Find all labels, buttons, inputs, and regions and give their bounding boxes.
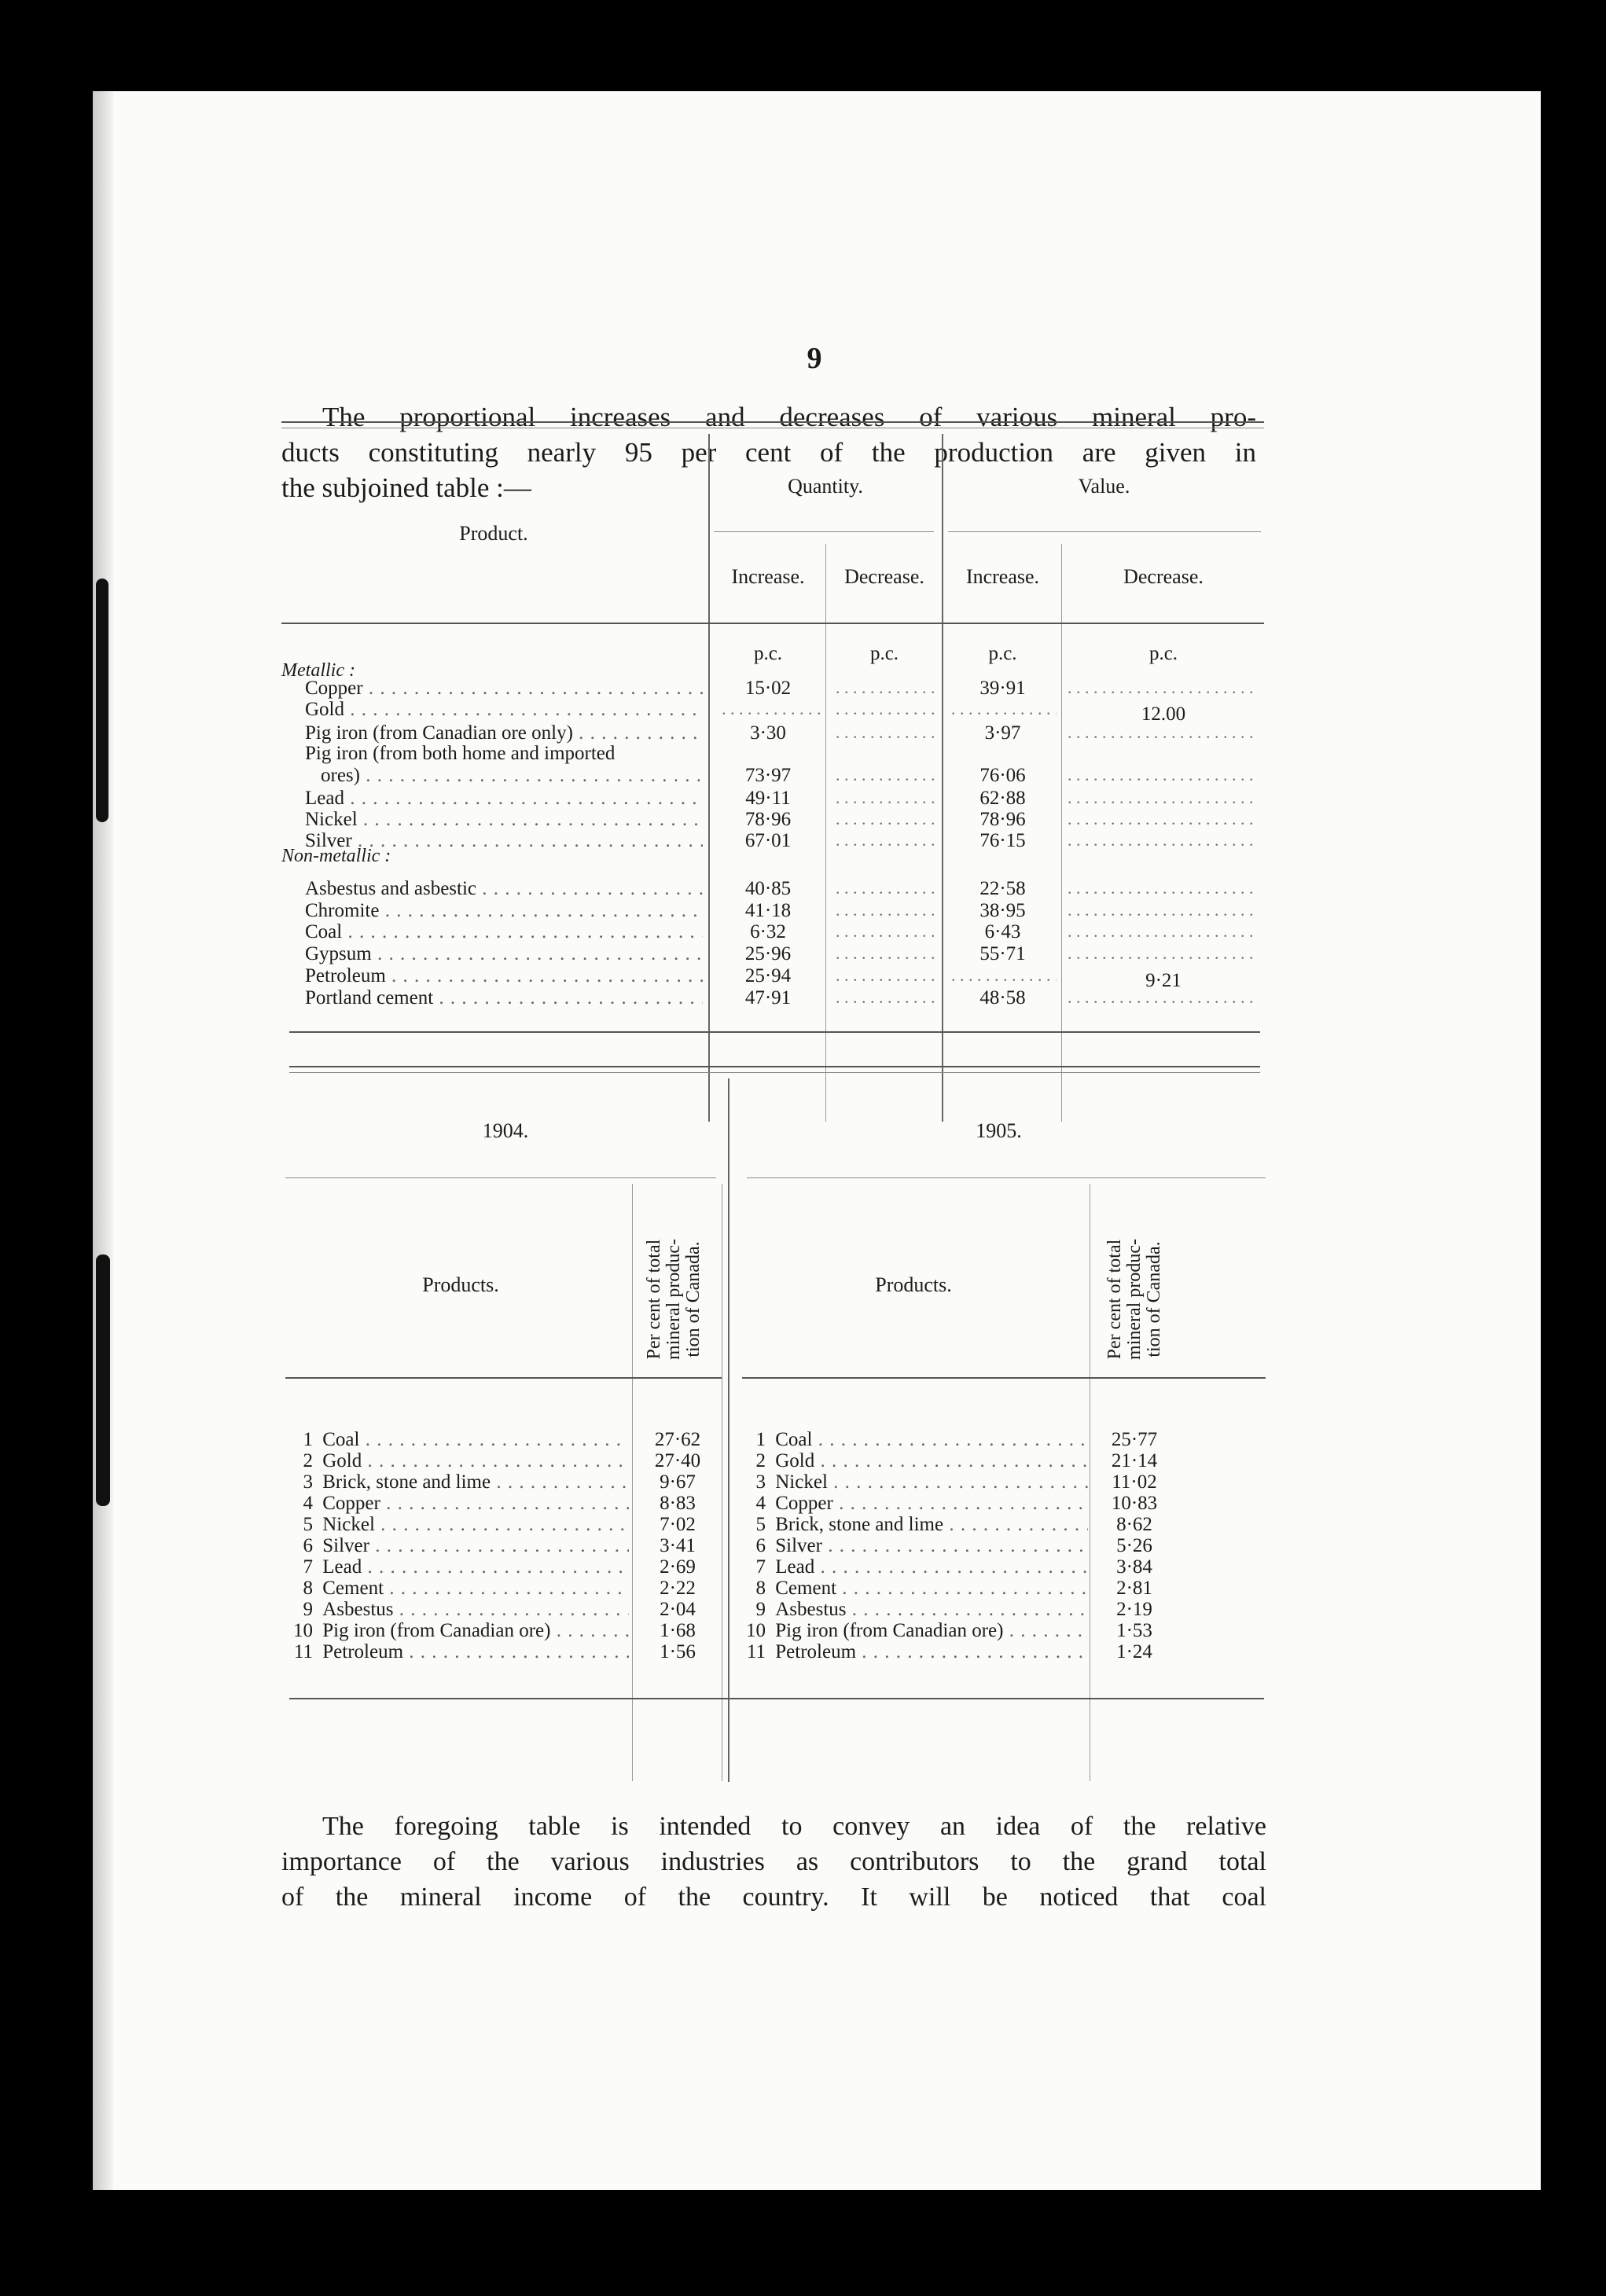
percent-value: 2·19 [1116, 1599, 1152, 1620]
percent-value: 2·69 [660, 1556, 696, 1578]
empty-cell-dots [1068, 987, 1260, 1009]
group-label-metallic: Metallic : [281, 660, 355, 681]
header-bottom-rule [742, 1377, 1266, 1379]
rank-number: 4 [755, 1493, 766, 1514]
binding-mark-top [96, 579, 108, 822]
product-name: Petroleum . . . [318, 1641, 629, 1663]
product-name: Gold . . . [318, 1450, 629, 1472]
table-row [289, 1493, 627, 1515]
table-row [742, 1493, 1086, 1515]
rank-number: 5 [755, 1514, 766, 1535]
rank-number: 8 [755, 1578, 766, 1599]
percent-value: 10·83 [1111, 1493, 1158, 1514]
quantity-increase-value: 78·96 [744, 809, 792, 830]
percent-value: 7·02 [660, 1514, 696, 1535]
table-row [742, 1535, 1086, 1557]
table-row [742, 1429, 1086, 1451]
table-row [289, 1599, 627, 1621]
intro-line: the subjoined table :— [281, 472, 531, 503]
value-increase-value: 48·58 [979, 987, 1026, 1008]
product-name: Chromite . . . [305, 900, 703, 922]
conclusion-line: importance of the various industries as contributors to the grand total [281, 1847, 1266, 1876]
table-row [742, 1450, 1086, 1472]
empty-cell-dots [1068, 678, 1260, 700]
product-name: Silver . . . [318, 1535, 629, 1557]
table-top-rule [289, 1066, 1260, 1067]
quantity-increase-header: Increase. [731, 565, 805, 588]
percent-header-line: mineral produc- [663, 1239, 684, 1360]
table-row [742, 1578, 1086, 1600]
column-divider [1061, 544, 1062, 1122]
table-row [742, 1599, 1086, 1621]
rank-number: 8 [303, 1578, 313, 1599]
empty-cell-dots [836, 943, 935, 965]
unit-label: p.c. [988, 643, 1017, 664]
product-name: Brick, stone and lime . . . [318, 1471, 629, 1493]
quantity-increase-value: 67·01 [744, 830, 792, 851]
percent-value: 5·26 [1116, 1535, 1152, 1556]
rank-number: 11 [746, 1641, 766, 1662]
percent-value: 2·22 [660, 1578, 696, 1599]
table-row [289, 1641, 627, 1663]
percent-value: 1·24 [1116, 1641, 1152, 1662]
rank-number: 2 [303, 1450, 313, 1471]
empty-cell-dots [951, 965, 1057, 987]
rank-number: 3 [303, 1471, 313, 1493]
rank-number: 7 [303, 1556, 313, 1578]
product-name: Gold . . . [770, 1450, 1088, 1472]
value-increase-value: 76·15 [979, 830, 1026, 851]
empty-cell-dots [836, 987, 935, 1009]
value-increase-value: 22·58 [979, 878, 1026, 899]
header-sub-rule [714, 531, 934, 532]
binding-mark-bottom [96, 1255, 110, 1506]
quantity-increase-value: 49·11 [745, 788, 791, 809]
percent-value: 9·67 [660, 1471, 696, 1493]
product-name: Gypsum . . . [305, 943, 703, 965]
empty-cell-dots [836, 678, 935, 700]
empty-cell-dots [722, 699, 821, 721]
empty-cell-dots [1068, 900, 1260, 922]
empty-cell-dots [1068, 765, 1260, 787]
group-label-non-metallic: Non-metallic : [281, 846, 391, 866]
document-page [93, 91, 1541, 2190]
product-name: Nickel . . . [305, 809, 703, 831]
empty-cell-dots [836, 765, 935, 787]
product-name: Asbestus and asbestic . . . [305, 878, 703, 900]
empty-cell-dots [951, 699, 1057, 721]
product-name-continued: ores) . . . [321, 765, 703, 787]
value-increase-value: 76·06 [979, 765, 1026, 786]
rank-number: 6 [303, 1535, 313, 1556]
empty-cell-dots [1068, 809, 1260, 831]
product-column-header: Product. [459, 522, 528, 545]
product-name: Asbestus . . . [770, 1599, 1088, 1621]
table-row [742, 1514, 1086, 1536]
empty-cell-dots [836, 921, 935, 943]
table-row [742, 1471, 1086, 1493]
quantity-increase-value: 41·18 [744, 900, 792, 921]
percent-header-1904 [645, 1213, 707, 1386]
quantity-increase-value: 73·97 [744, 765, 792, 786]
empty-cell-dots [836, 788, 935, 810]
empty-cell-dots [836, 900, 935, 922]
percent-value: 27·40 [654, 1450, 701, 1471]
quantity-decrease-header: Decrease. [844, 565, 924, 588]
percent-value: 1·53 [1116, 1620, 1152, 1641]
year-1905-header: 1905. [976, 1119, 1022, 1142]
percent-value: 2·04 [660, 1599, 696, 1620]
value-increase-value: 55·71 [979, 943, 1026, 964]
product-name: Coal . . . [770, 1429, 1088, 1451]
rank-number: 10 [293, 1620, 313, 1641]
product-name: Pig iron (from Canadian ore) . . . [318, 1620, 629, 1642]
empty-cell-dots [1068, 921, 1260, 943]
quantity-increase-value: 25·94 [744, 965, 792, 986]
percent-value: 3·84 [1116, 1556, 1152, 1578]
percent-value: 3·41 [660, 1535, 696, 1556]
table-row [289, 1620, 627, 1642]
rank-number: 11 [293, 1641, 313, 1662]
value-increase-value: 78·96 [979, 809, 1026, 830]
product-name: Cement . . . [770, 1578, 1088, 1600]
table-bottom-rule [289, 1031, 1260, 1033]
empty-cell-dots [1068, 722, 1260, 744]
product-name: Nickel . . . [770, 1471, 1088, 1493]
rank-number: 5 [303, 1514, 313, 1535]
product-name: Gold . . . [305, 699, 703, 721]
product-name: Lead . . . [318, 1556, 629, 1578]
header-bottom-rule [281, 623, 1264, 624]
product-name: Cement . . . [318, 1578, 629, 1600]
percent-value: 11·02 [1112, 1471, 1157, 1493]
intro-line: ducts constituting nearly 95 per cent of the production are given in [281, 437, 1256, 468]
table-row [742, 1620, 1086, 1642]
product-name: Lead . . . [770, 1556, 1088, 1578]
product-name: Pig iron (from Canadian ore only) . . . [305, 722, 703, 744]
quantity-increase-value: 15·02 [744, 678, 792, 699]
unit-label: p.c. [869, 643, 899, 664]
empty-cell-dots [1068, 943, 1260, 965]
product-name: Coal . . . [305, 921, 703, 943]
quantity-increase-value: 40·85 [744, 878, 792, 899]
percent-header-line: mineral produc- [1124, 1239, 1145, 1360]
table-row [289, 1535, 627, 1557]
rank-number: 1 [303, 1429, 313, 1450]
page-spine-shadow [93, 91, 113, 2190]
product-name: Petroleum . . . [305, 965, 703, 987]
percent-value: 1·56 [660, 1641, 696, 1662]
header-bottom-rule [285, 1377, 722, 1379]
product-name: Nickel . . . [318, 1514, 629, 1536]
value-increase-value: 3·97 [984, 722, 1021, 744]
value-decrease-value: 9·21 [1145, 970, 1182, 991]
conclusion-line: The foregoing table is intended to convey an idea of the relative [322, 1812, 1266, 1841]
percent-value: 25·77 [1111, 1429, 1158, 1450]
quantity-increase-value: 25·96 [744, 943, 792, 964]
unit-label: p.c. [753, 643, 783, 664]
rank-number: 7 [755, 1556, 766, 1578]
value-increase-value: 62·88 [979, 788, 1026, 809]
value-increase-value: 39·91 [979, 678, 1026, 699]
unit-label: p.c. [1148, 643, 1178, 664]
product-name: Pig iron (from Canadian ore) . . . [770, 1620, 1088, 1642]
rank-number: 10 [746, 1620, 766, 1641]
product-name: Coal . . . [318, 1429, 629, 1451]
empty-cell-dots [1068, 788, 1260, 810]
value-increase-header: Increase. [965, 565, 1040, 588]
product-name: Portland cement . . . [305, 987, 703, 1009]
header-sub-rule [948, 531, 1261, 532]
table-top-rule [281, 421, 1264, 423]
column-divider [708, 434, 710, 1122]
year-sub-rule [747, 1177, 1266, 1178]
quantity-increase-value: 47·91 [744, 987, 792, 1008]
table-top-rule [289, 1072, 1260, 1073]
quantity-increase-value: 3·30 [750, 722, 786, 744]
quantity-column-header: Quantity. [788, 475, 863, 498]
product-name: Copper . . . [318, 1493, 629, 1515]
empty-cell-dots [836, 965, 935, 987]
year-sub-rule [285, 1177, 716, 1178]
percent-value: 27·62 [654, 1429, 701, 1450]
products-header-1904: Products. [422, 1273, 499, 1296]
column-divider [942, 434, 943, 1122]
rank-number: 1 [755, 1429, 766, 1450]
value-decrease-value: 12.00 [1141, 703, 1186, 725]
empty-cell-dots [836, 830, 935, 852]
percent-header-1905 [1105, 1213, 1168, 1386]
rank-number: 6 [755, 1535, 766, 1556]
table-row [742, 1556, 1086, 1578]
table-row [289, 1450, 627, 1472]
table-row [289, 1556, 627, 1578]
percent-value: 21·14 [1111, 1450, 1158, 1471]
product-name: Asbestus . . . [318, 1599, 629, 1621]
table-row [289, 1514, 627, 1536]
product-name: Brick, stone and lime . . . [770, 1514, 1088, 1536]
percent-header-line: tion of Canada. [1144, 1241, 1164, 1357]
empty-cell-dots [1068, 830, 1260, 852]
value-increase-value: 6·43 [984, 921, 1021, 942]
value-increase-value: 38·95 [979, 900, 1026, 921]
conclusion-paragraph [281, 1809, 1266, 1915]
percent-header-line: Per cent of total [1104, 1239, 1125, 1360]
value-column-header: Value. [1078, 475, 1130, 498]
table-bottom-rule [289, 1698, 1264, 1699]
percent-value: 1·68 [660, 1620, 696, 1641]
product-name: Lead . . . [305, 788, 703, 810]
table-row [742, 1641, 1086, 1663]
table-row [289, 1429, 627, 1451]
year-1904-header: 1904. [482, 1119, 529, 1142]
empty-cell-dots [836, 809, 935, 831]
empty-cell-dots [836, 722, 935, 744]
rank-number: 2 [755, 1450, 766, 1471]
rank-number: 9 [755, 1599, 766, 1620]
rank-number: 4 [303, 1493, 313, 1514]
product-name: Pig iron (from both home and imported [305, 743, 616, 764]
page-number: 9 [807, 342, 822, 375]
percent-value: 8·62 [1116, 1514, 1152, 1535]
empty-cell-dots [1068, 878, 1260, 900]
rank-number: 3 [755, 1471, 766, 1493]
table-row [289, 1578, 627, 1600]
empty-cell-dots [836, 699, 935, 721]
product-name: Copper . . . [305, 678, 703, 700]
column-divider [825, 544, 826, 1122]
product-name: Petroleum . . . [770, 1641, 1088, 1663]
quantity-increase-value: 6·32 [750, 921, 786, 942]
product-name: Copper . . . [770, 1493, 1088, 1515]
product-name: Silver . . . [770, 1535, 1088, 1557]
intro-line: The proportional increases and decreases of various mineral pro- [322, 402, 1256, 432]
percent-header-line: tion of Canada. [683, 1241, 704, 1357]
conclusion-line: of the mineral income of the country. It will be noticed that coal [281, 1883, 1266, 1912]
products-header-1905: Products. [875, 1273, 952, 1296]
year-divider [728, 1078, 729, 1782]
percent-header-line: Per cent of total [644, 1239, 664, 1360]
rank-number: 9 [303, 1599, 313, 1620]
table-row [289, 1471, 627, 1493]
percent-value: 2·81 [1116, 1578, 1152, 1599]
percent-value: 8·83 [660, 1493, 696, 1514]
value-decrease-header: Decrease. [1123, 565, 1204, 588]
empty-cell-dots [836, 878, 935, 900]
product-name: Silver . . . [305, 830, 703, 852]
column-divider [632, 1184, 633, 1781]
